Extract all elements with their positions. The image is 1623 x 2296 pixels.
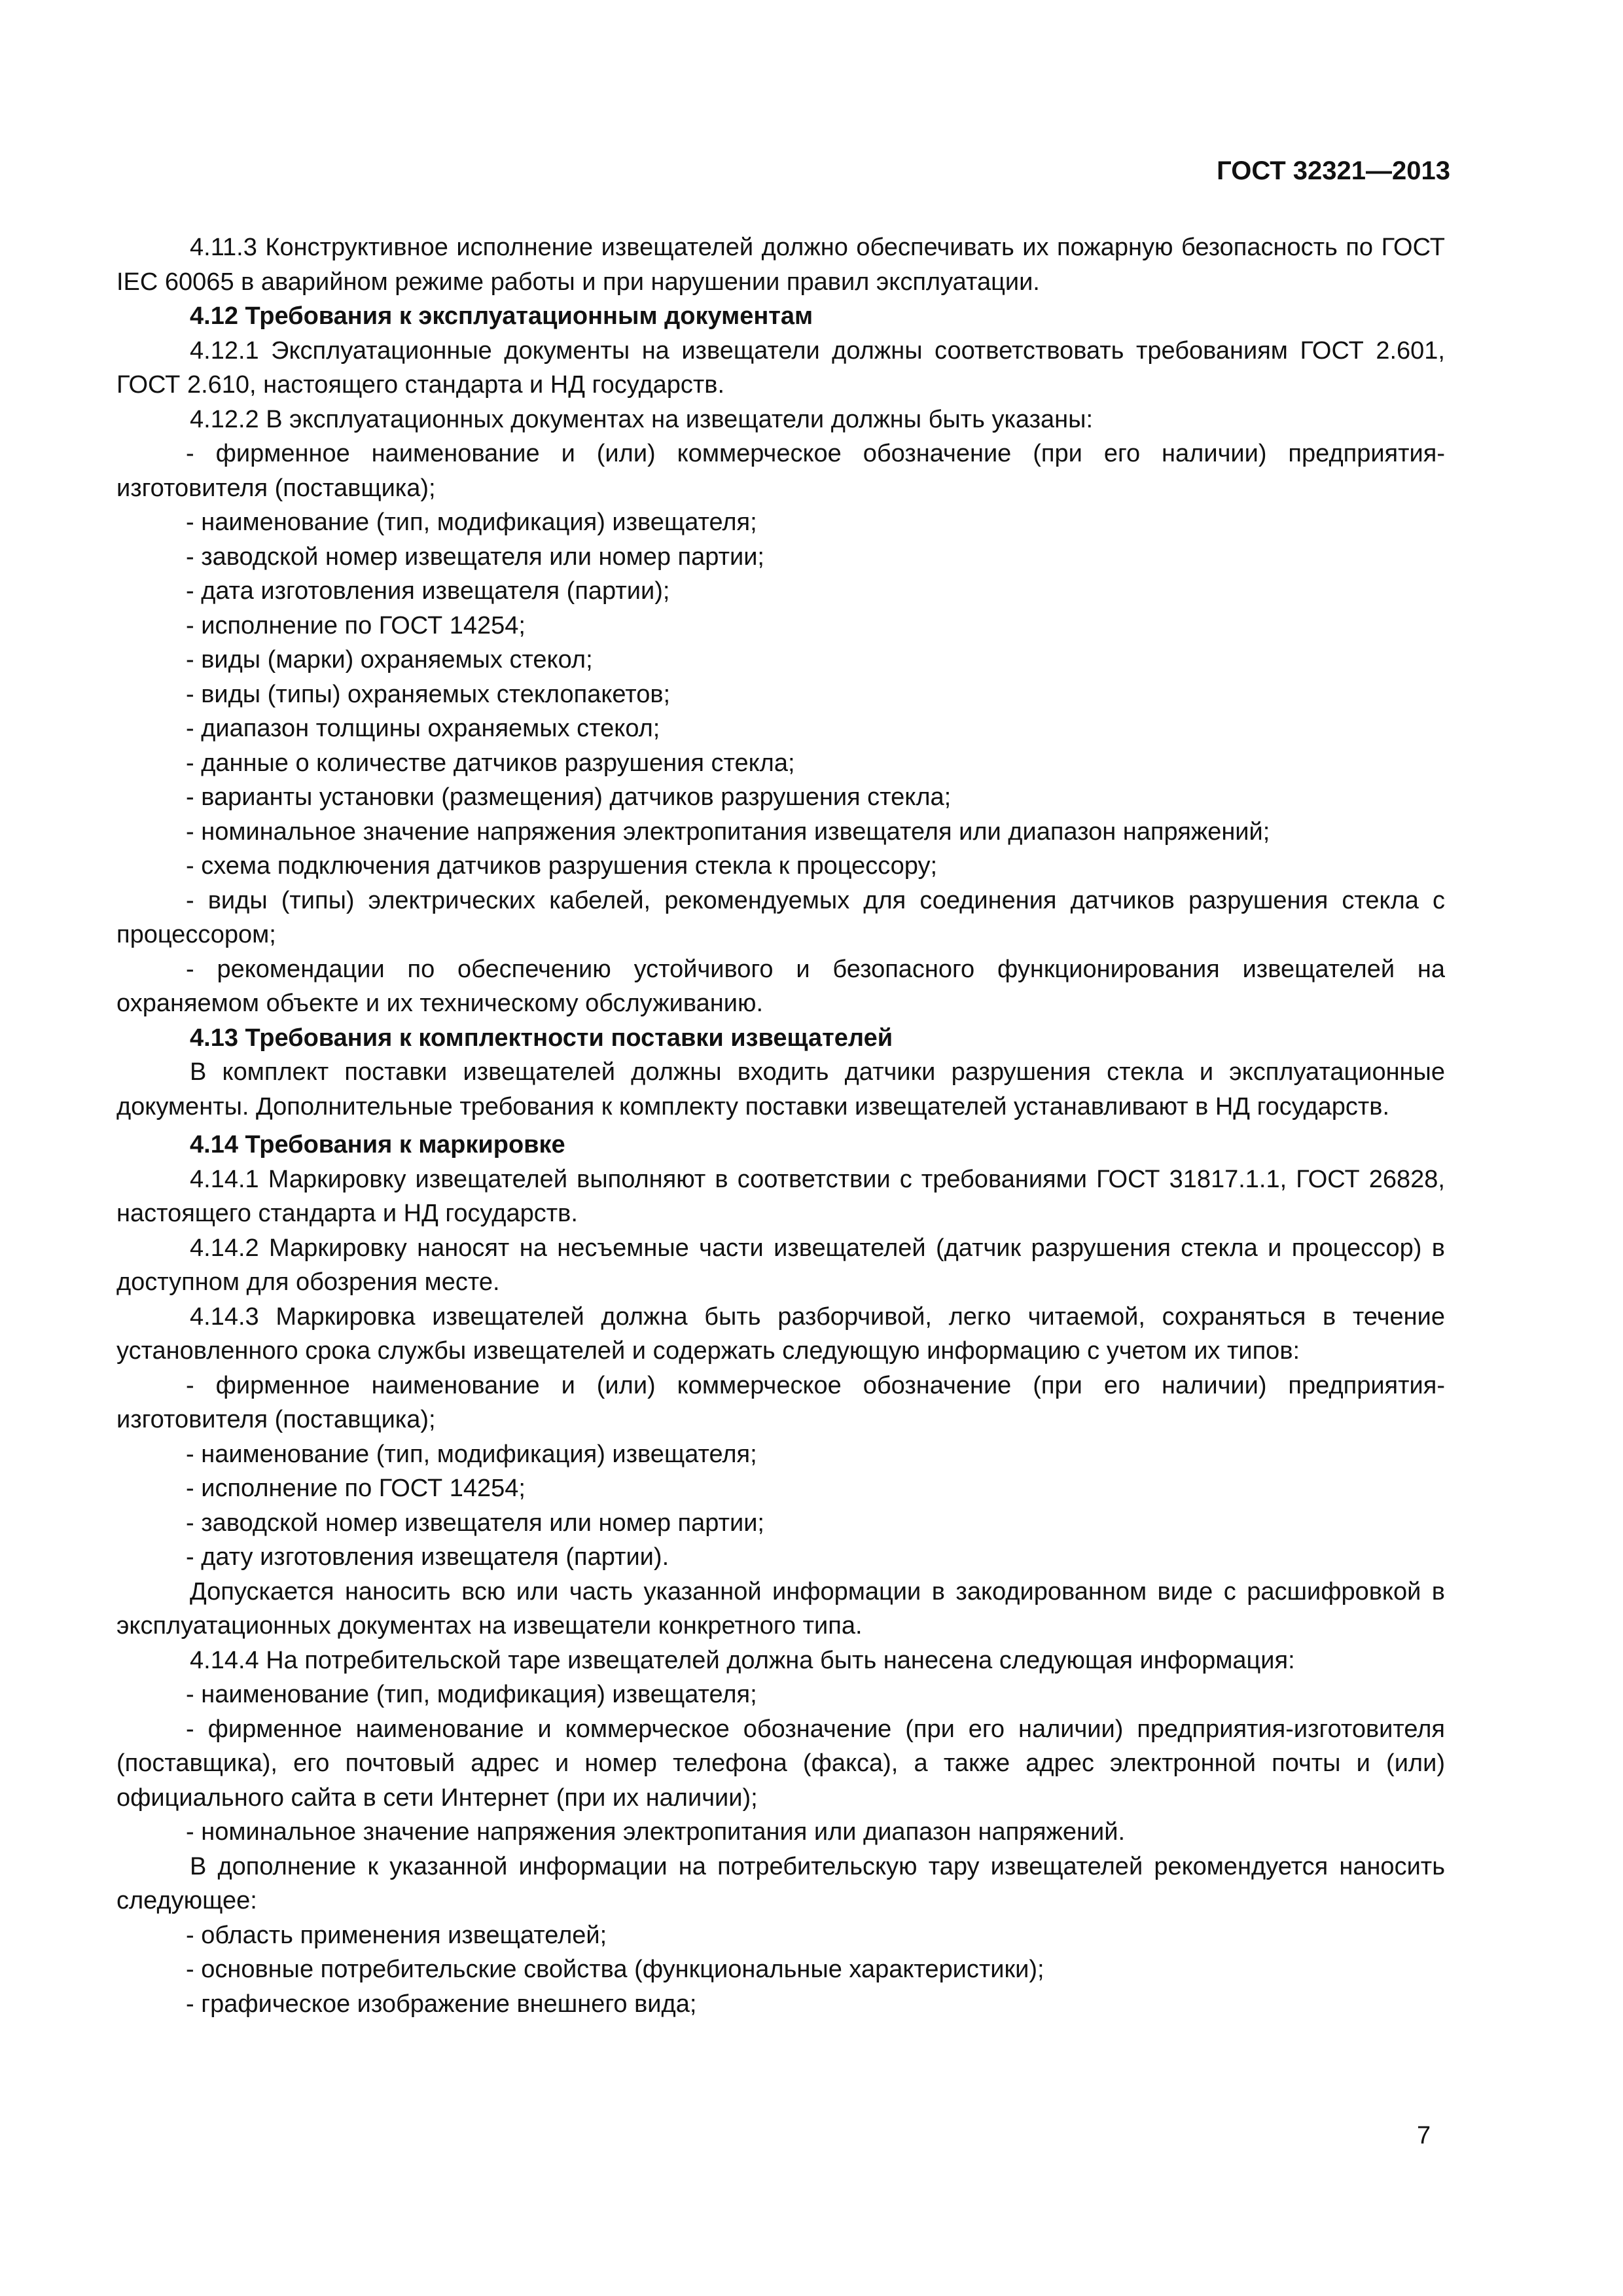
list-item: - дату изготовления извещателя (партии). [186, 1543, 669, 1571]
list-item: - номинальное значение напряжения электропитания извещателя или диапазон напряжений; [186, 817, 1270, 846]
document-code-header: ГОСТ 32321—2013 [1217, 156, 1450, 185]
list-item: - данные о количестве датчиков разрушения стекла; [186, 749, 795, 777]
list-item: - заводской номер извещателя или номер партии; [186, 543, 764, 571]
page-number: 7 [1417, 2122, 1431, 2149]
list-item: - исполнение по ГОСТ 14254; [186, 1475, 526, 1502]
list-item: - виды (марки) охраняемых стекол; [186, 646, 593, 673]
list-item: - диапазон толщины охраняемых стекол; [186, 715, 660, 742]
paragraph: 4.12.2 В эксплуатационных документах на извещатели должны быть указаны: [190, 405, 1094, 433]
list-item: - рекомендации по обеспечению устойчивого и безопасного функционирования извещателей на охраняемом объекте и их техническому обслуживанию. [116, 955, 1445, 1017]
list-item: - наименование (тип, модификация) извещателя; [186, 509, 757, 536]
paragraph: В дополнение к указанной информации на потребительскую тару извещателей рекомендуется наносить следующее: [116, 1852, 1445, 1914]
section-heading: 4.12 Требования к эксплуатационным документам [190, 302, 813, 330]
list-item: - графическое изображение внешнего вида; [186, 1990, 697, 2018]
list-item: - область применения извещателей; [186, 1921, 607, 1949]
list-item: - виды (типы) охраняемых стеклопакетов; [186, 680, 671, 708]
list-item: - наименование (тип, модификация) извещателя; [186, 1681, 757, 1708]
list-item: - заводской номер извещателя или номер партии; [186, 1509, 764, 1537]
list-item: - исполнение по ГОСТ 14254; [186, 611, 526, 639]
paragraph: 4.14.4 На потребительской таре извещателей должна быть нанесена следующая информация: [190, 1646, 1295, 1674]
list-item: - дата изготовления извещателя (партии); [186, 577, 670, 605]
paragraph: 4.11.3 Конструктивное исполнение извещателей должно обеспечивать их пожарную безопасность по ГОСТ IEC 60065 в аварийном режиме работы и при нарушении правил эксплуатации. [116, 234, 1445, 296]
list-item: - фирменное наименование и (или) коммерческое обозначение (при его наличии) предприятия-изготовителя (поставщика); [116, 1371, 1445, 1433]
list-item: - схема подключения датчиков разрушения стекла к процессору; [186, 852, 938, 880]
paragraph: Допускается наносить всю или часть указанной информации в закодированном виде с расшифровкой в эксплуатационных документах на извещатели конкретного типа. [116, 1577, 1445, 1640]
paragraph: 4.12.1 Эксплуатационные документы на извещатели должны соответствовать требованиям ГОСТ 2.601, ГОСТ 2.610, настоящего стандарта и НД государств. [116, 336, 1445, 399]
document-body [116, 230, 1445, 2021]
list-item: - наименование (тип, модификация) извещателя; [186, 1440, 757, 1468]
list-item: - фирменное наименование и коммерческое обозначение (при его наличии) предприятия-изготовителя (поставщика), его почтовый адрес и номер телефона (факса), а также адрес электронной почты и (или) официального сайта в сети Интернет (при их наличии); [116, 1715, 1445, 1812]
paragraph: 4.14.3 Маркировка извещателей должна быть разборчивой, легко читаемой, сохраняться в течение установленного срока службы извещателей и содержать следующую информацию с учетом их типов: [116, 1302, 1445, 1365]
paragraph: 4.14.2 Маркировку наносят на несъемные части извещателей (датчик разрушения стекла и процессор) в доступном для обозрения месте. [116, 1234, 1445, 1296]
list-item: - основные потребительские свойства (функциональные характеристики); [186, 1956, 1044, 1983]
list-item: - виды (типы) электрических кабелей, рекомендуемых для соединения датчиков разрушения стекла с процессором; [116, 886, 1445, 948]
paragraph: В комплект поставки извещателей должны входить датчики разрушения стекла и эксплуатационные документы. Дополнительные требования к комплекту поставки извещателей устанавливают в НД государств. [116, 1058, 1445, 1121]
list-item: - фирменное наименование и (или) коммерческое обозначение (при его наличии) предприятия-изготовителя (поставщика); [116, 440, 1445, 502]
section-heading: 4.14 Требования к маркировке [190, 1131, 565, 1158]
paragraph: 4.14.1 Маркировку извещателей выполняют в соответствии с требованиями ГОСТ 31817.1.1, ГОСТ 26828, настоящего стандарта и НД государств. [116, 1165, 1445, 1227]
list-item: - варианты установки (размещения) датчиков разрушения стекла; [186, 783, 952, 811]
list-item: - номинальное значение напряжения электропитания или диапазон напряжений. [186, 1818, 1126, 1846]
section-heading: 4.13 Требования к комплектности поставки извещателей [190, 1024, 893, 1052]
